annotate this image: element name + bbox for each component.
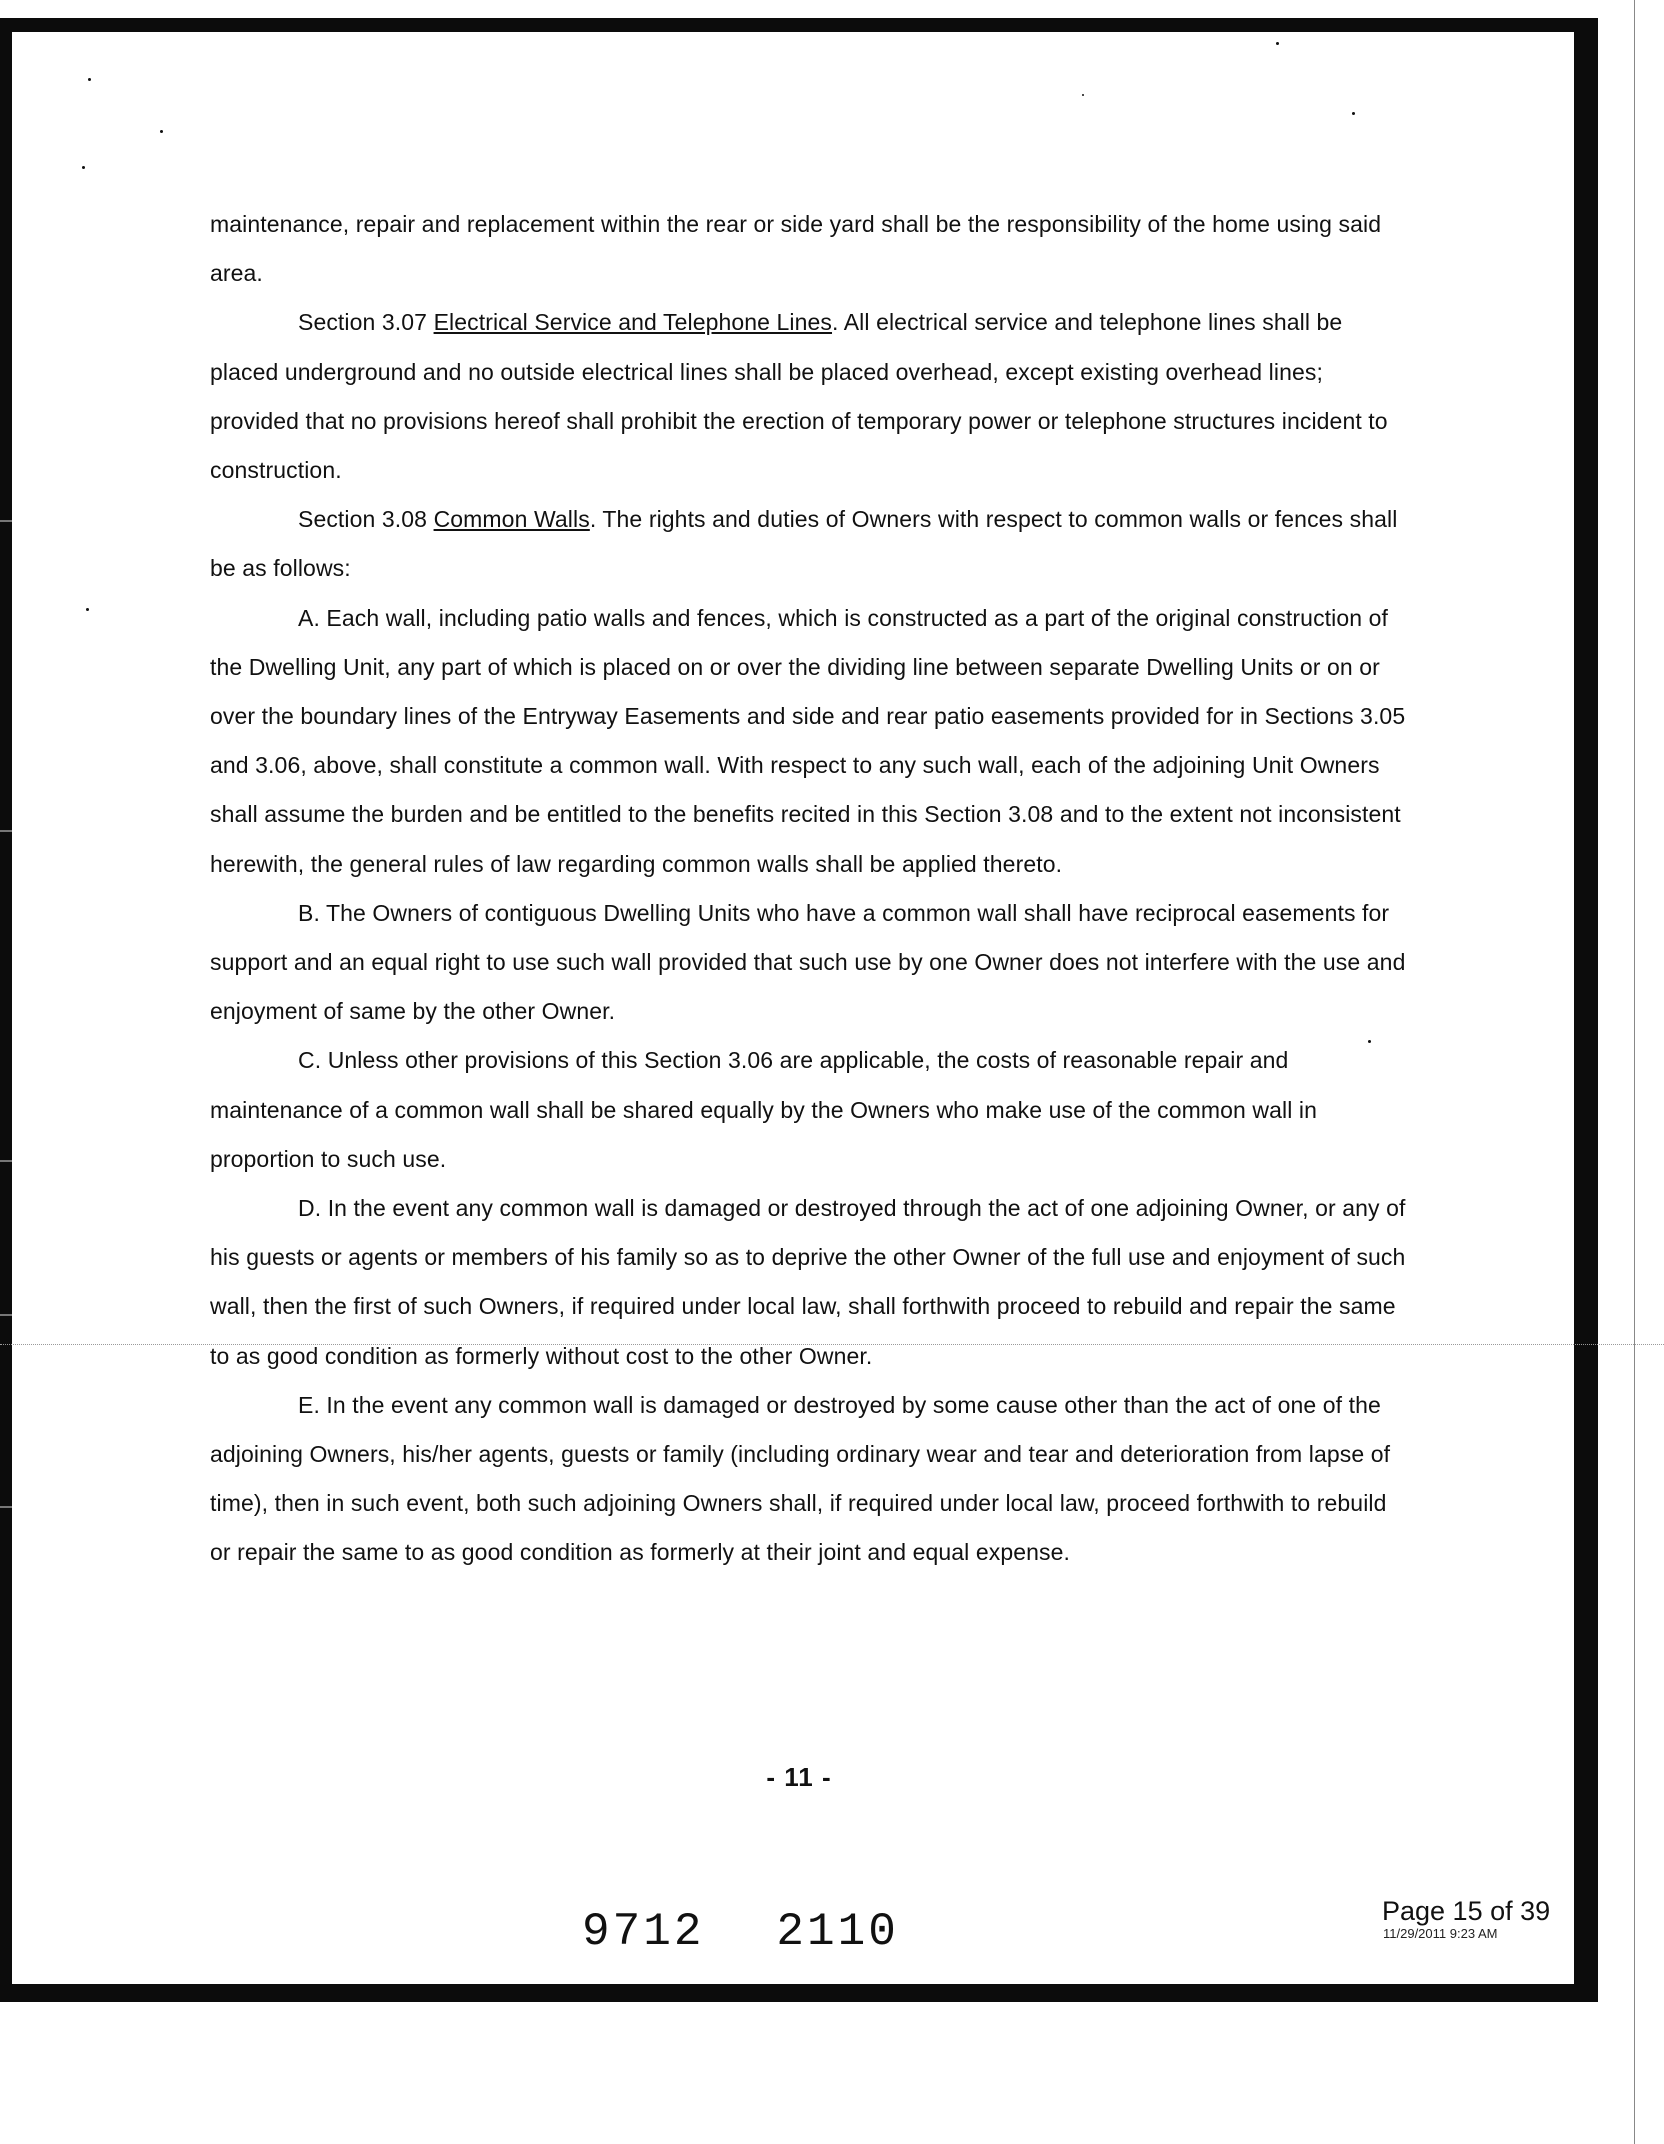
- paragraph: [210, 200, 1410, 298]
- scan-speck: [160, 130, 163, 133]
- paragraph-text: B. The Owners of contiguous Dwelling Units who have a common wall shall have reciprocal easements for support and an equal right to use such wall provided that such use by one Owner does not interfere with the use and enjoyment of same by the other Owner.: [210, 899, 1406, 1025]
- paragraph-text: . The rights and duties of Owners with respect to common walls or fences shall be as follows:: [210, 506, 1398, 582]
- page-stamp: [1382, 1896, 1550, 1942]
- scan-speck: [88, 78, 91, 81]
- scan-speck: [86, 608, 89, 611]
- section-title: Common Walls: [433, 506, 590, 533]
- scan-speck: [1352, 112, 1355, 115]
- paragraph: [210, 889, 1410, 1037]
- document-body: [210, 200, 1410, 1578]
- book-number: 9712: [582, 1906, 705, 1958]
- page-counter: Page 15 of 39: [1382, 1896, 1551, 1926]
- edge-tick: [0, 830, 12, 832]
- paragraph: [210, 495, 1410, 593]
- paragraph: [210, 298, 1410, 495]
- section-title: Electrical Service and Telephone Lines: [433, 309, 833, 336]
- paragraph-text: E. In the event any common wall is damaged or destroyed by some cause other than the act of one of the adjoining Owners, his/her agents, guests or family (including ordinary wear and tear and deterioration from lapse of time), then in such event, both such adjoining Owners shall, if required under local law, proceed forthwith to rebuild or repair the same to as good condition as formerly at their joint and equal expense.: [210, 1391, 1391, 1566]
- recording-reference: [582, 1906, 971, 1958]
- edge-tick: [0, 520, 12, 522]
- edge-tick: [0, 1160, 12, 1162]
- paragraph-text: D. In the event any common wall is damaged or destroyed through the act of one adjoining Owner, or any of his guests or agents or members of his family so as to deprive the other Owner of the full use and enjoyment of such wall, then the first of such Owners, if required under local law, shall forthwith proceed to rebuild and repair the same to as good condition as formerly without cost to the other Owner.: [210, 1195, 1406, 1369]
- paragraph: [210, 1381, 1410, 1578]
- paragraph-text: Section 3.08: [298, 506, 434, 533]
- page-number: - 11 -: [766, 1762, 832, 1792]
- page-reference: 2110: [776, 1906, 899, 1958]
- scan-speck: [1276, 42, 1279, 45]
- paragraph-text: maintenance, repair and replacement within the rear or side yard shall be the responsibility of the home using said area.: [210, 211, 1382, 287]
- paragraph-text: . All electrical service and telephone lines shall be placed underground and no outside electrical lines shall be placed overhead, except existing overhead lines; provided that no provisions hereof shall prohibit the erection of temporary power or telephone structures incident to construction.: [210, 309, 1388, 484]
- paragraph: [210, 1184, 1410, 1381]
- right-scan-edge: [1634, 0, 1635, 2144]
- paragraph-text: Section 3.07: [298, 309, 434, 336]
- paragraph-text: C. Unless other provisions of this Section 3.06 are applicable, the costs of reasonable repair and maintenance of a common wall shall be shared equally by the Owners who make use of the common wall in proportion to such use.: [210, 1047, 1317, 1172]
- paragraph: [210, 594, 1410, 889]
- print-timestamp: 11/29/2011 9:23 AM: [1383, 1926, 1498, 1941]
- scan-speck: [1082, 94, 1084, 96]
- paragraph: [210, 1036, 1410, 1184]
- edge-tick: [0, 1314, 12, 1316]
- paragraph-text: A. Each wall, including patio walls and fences, which is constructed as a part of the original construction of the Dwelling Unit, any part of which is placed on or over the dividing line between separate Dwelling Units or on or over the boundary lines of the Entryway Easements and side and rear patio easements provided for in Sections 3.05 and 3.06, above, shall constitute a common wall. With respect to any such wall, each of the adjoining Unit Owners shall assume the burden and be entitled to the benefits recited in this Section 3.08 and to the extent not inconsistent herewith, the general rules of law regarding common walls shall be applied thereto.: [210, 604, 1406, 877]
- edge-tick: [0, 1506, 12, 1508]
- scan-speck: [82, 166, 85, 169]
